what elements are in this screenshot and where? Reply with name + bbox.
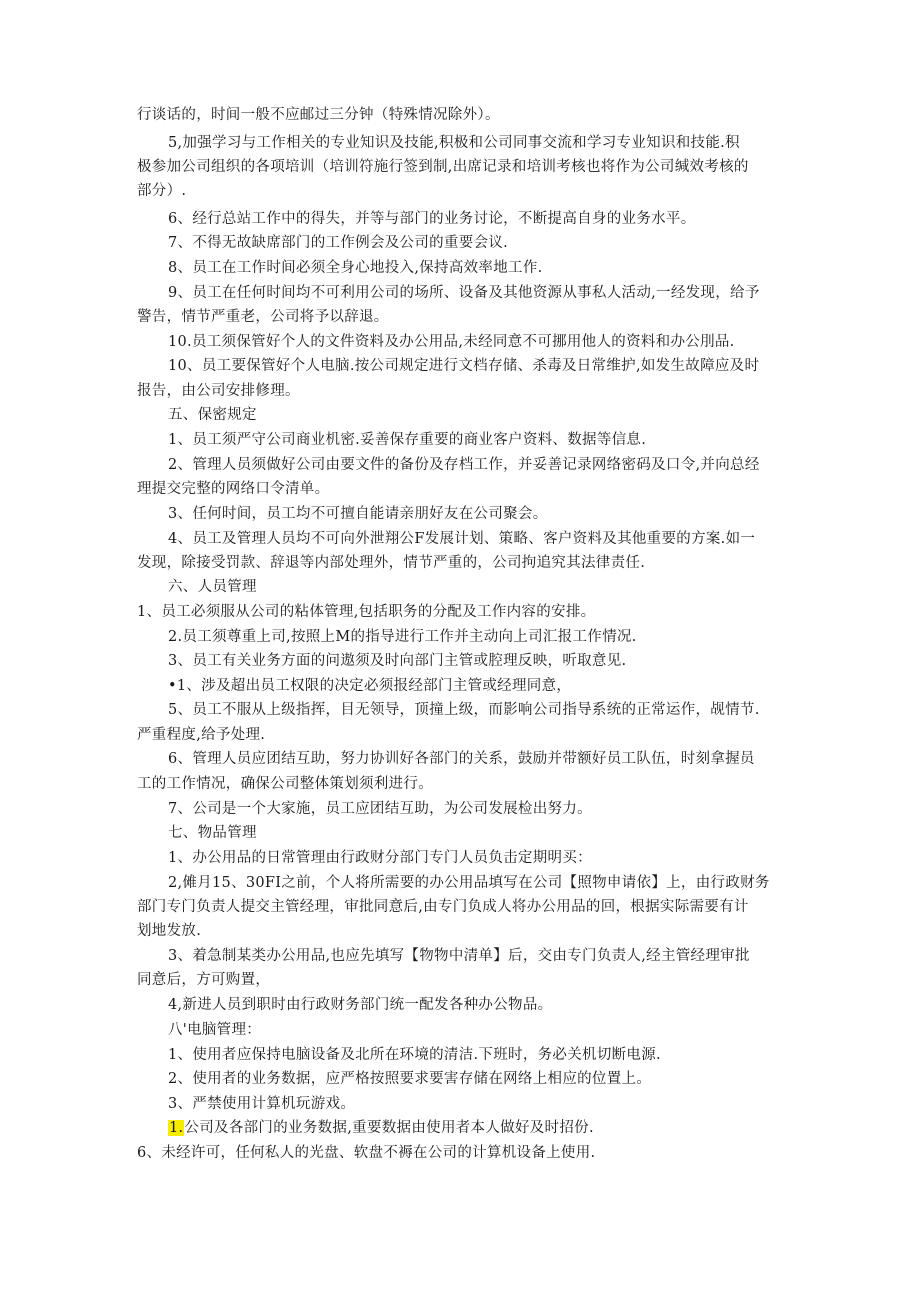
text-line: 6、未经许可，任何私人的光盘、软盘不褥在公司的计算机设备上使用. — [137, 1145, 596, 1161]
section-heading: 六、人员管理 — [168, 579, 257, 595]
text-line: 1、办公用品的日常管理由行政财分部门专门人员负击定期明买： — [168, 850, 592, 866]
text-line: 3、着急制某类办公用品,也应先填写【物物中清单】后，交由专门负责人,经主管经理审批 — [168, 948, 750, 964]
text-line — [0, 1118, 920, 1138]
text-line: 1、使用者应保持电脑设备及北所在环境的清洁.下班时，务必关机切断电源. — [168, 1047, 661, 1063]
text-line: 1、员工须严守公司商业机密.妥善保存重要的商业客户资料、数据等信息. — [168, 432, 647, 448]
text-line: 4,新进人员到职时由行政财务部门统一配发各种办公物品。 — [168, 997, 553, 1013]
text-line: 6、经行总站工作中的得失，并等与部门的业务讨论，不断提高自身的业务水平。 — [168, 211, 696, 227]
section-heading: 八'电脑管理： — [168, 1022, 262, 1038]
text-line: •1、涉及超出员工权限的决定必须报经部门主管或经理同意， — [168, 678, 572, 694]
text-line: 警告，情节严重老，公司将予以辞退。 — [137, 309, 389, 325]
text-line: 10.员工须保管好个人的文件资料及办公用品,未经同意不可挪用他人的资料和办公刖品. — [168, 334, 735, 350]
section-heading: 七、物品管理 — [168, 825, 257, 841]
text-line: 2,傩月15、30FI之前，个人将所需要的办公用品填写在公司【照物申请依】上，由行政财务 — [168, 875, 770, 891]
text-line: 极参加公司组织的各项培训（培训符施行签到制,出席记录和培训考核也将作为公司缄效考核的 — [137, 159, 749, 175]
text-line: 2、使用者的业务数据，应严格按照要求要害存储在网络上相应的位置上。 — [168, 1071, 652, 1087]
text-line: 划地发放. — [137, 923, 202, 939]
section-heading: 五、保密规定 — [168, 407, 257, 423]
text-line: 4、员工及管理人员均不可向外泄翔公F发展计划、策略、客户资料及其他重要的方案.如一 — [168, 531, 756, 547]
text-line: 3、员工有关业务方面的问遨须及时向部门主管或腔理反映，听取意见. — [168, 653, 627, 669]
text-line: 部分）. — [137, 183, 187, 199]
text-line: 6、管理人员应团结互助，努力协训好各部门的关系，鼓励并带额好员工队伍，时刻拿握员 — [168, 751, 755, 767]
text-line: 理提交完整的网络口令清单。 — [137, 481, 330, 497]
text-line: 3、严禁使用计算机玩游戏。 — [168, 1096, 356, 1112]
text-line: 同意后，方可购置， — [137, 972, 271, 988]
text-line: 7、不得无故缺席部门的工作例会及公司的重要会议. — [168, 235, 509, 251]
highlight-mark: 1. — [169, 1120, 184, 1136]
text-line: 部门专门负责人提交主管经理，审批同意后,由专门负成人将办公用品的回，根据实际需要有计 — [137, 899, 749, 915]
text-line: 1、员工必须服从公司的粘体管理,包括职务的分配及工作内容的安排。 — [137, 604, 596, 620]
text-line: 9、员工在任何时间均不可利用公司的场所、设备及其他资源从事私人活动,一经发现，给予 — [168, 285, 760, 301]
text-line: 10、员工要保管好个人电脑.按公司规定进行文档存储、杀毒及日常维护,如发生故障应及时 — [168, 358, 760, 374]
text-line-body: 公司及各部门的业务数据,重要数据由使用者本人做好及时招份. — [184, 1120, 594, 1136]
text-line: 2、管理人员须做好公司由要文件的备份及存档工作，并妥善记录网络密码及口令,并向总经 — [168, 457, 760, 473]
text-line: 发现，除接受罚款、辞退等内部处理外，情节严重的，公司拘追究其法律责任. — [137, 555, 646, 571]
text-line: 3、任何时间，员工均不可擅自能请亲朋好友在公司聚会。 — [168, 506, 548, 522]
text-line: 工的工作情况，确保公司整体策划须利进行。 — [137, 776, 433, 792]
text-line: 2.员工须尊重上司,按照上M的指导进行工作并主动向上司汇报工作情况. — [168, 629, 637, 645]
text-line: 7、公司是一个大家施，员工应团结互助，为公司发展检出努力。 — [168, 801, 592, 817]
text-line: 5、员工不服从上级指挥，目无领导，顶撞上级，而影响公司指导系统的正常运作，觇情节. — [168, 702, 760, 718]
text-line: 报告，由公司安排修理。 — [137, 383, 300, 399]
text-line: 8、员工在工作时间必须全身心地投入,保持高效率地工作. — [168, 260, 543, 276]
text-line: 行谈话的，时间一般不应邮过三分钟（特殊情况除外）。 — [137, 107, 500, 123]
text-line: 严重程度,给予处理. — [137, 727, 266, 743]
text-line: 5,加强学习与工作相关的专业知识及技能,积极和公司同事交流和学习专业知识和技能.积 — [168, 135, 740, 151]
